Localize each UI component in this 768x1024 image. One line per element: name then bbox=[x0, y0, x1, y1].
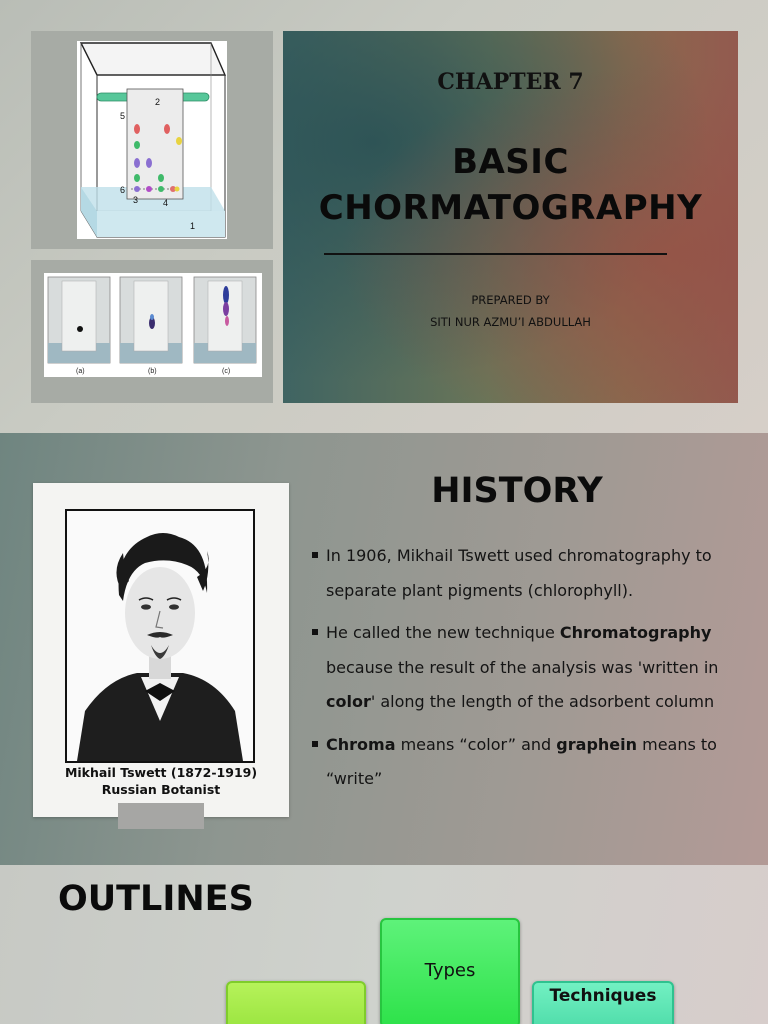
caption-tab-decor bbox=[118, 803, 204, 829]
author-name: SITI NUR AZMU’I ABDULLAH bbox=[430, 315, 591, 329]
bullet-1-text: In 1906, Mikhail Tswett used chromatography to separate plant pigments (chlorophyll). bbox=[326, 546, 712, 600]
chapter-title-panel bbox=[283, 31, 738, 403]
bullet-2-color: color bbox=[326, 692, 371, 711]
slide-history bbox=[0, 433, 768, 865]
caption-role: Russian Botanist bbox=[101, 782, 221, 797]
author-block bbox=[283, 289, 738, 333]
bullet-2-mid: because the result of the analysis was 'written in bbox=[326, 657, 719, 677]
jar-label-a: (a) bbox=[76, 368, 85, 375]
history-bullet-list bbox=[312, 539, 752, 805]
prepared-by-label: PREPARED BY bbox=[471, 293, 550, 307]
outline-box-types bbox=[380, 918, 520, 1024]
bullet-3-graphein: graphein bbox=[556, 734, 638, 754]
tank-label-6: 6 bbox=[120, 185, 126, 195]
caption-name: Mikhail Tswett (1872-1919) bbox=[64, 765, 258, 780]
tank-label-5: 5 bbox=[120, 111, 126, 121]
tank-label-2: 2 bbox=[155, 97, 161, 107]
jars-photo-panel bbox=[31, 260, 273, 403]
outline-types-label: Types bbox=[424, 959, 476, 981]
bullet-item-3 bbox=[312, 728, 752, 797]
bullet-2-term: Chromatography bbox=[559, 623, 712, 642]
bullet-3-chroma: Chroma bbox=[326, 734, 396, 754]
outline-techniques-label: Techniques bbox=[549, 986, 657, 1006]
jars-illustration bbox=[44, 273, 262, 377]
chromatography-tank-diagram bbox=[77, 41, 227, 239]
tswett-portrait bbox=[65, 509, 255, 763]
portrait-caption bbox=[33, 764, 289, 798]
title-divider bbox=[324, 253, 667, 255]
tank-label-3: 3 bbox=[133, 195, 139, 205]
bullet-item-1 bbox=[312, 539, 752, 608]
chromatography-jars-photo bbox=[44, 273, 262, 377]
portrait-card bbox=[33, 483, 289, 817]
bullet-2-pre: He called the new technique bbox=[326, 623, 560, 642]
tank-diagram-panel bbox=[31, 31, 273, 249]
bullet-3-post: means to “write” bbox=[326, 734, 717, 788]
slide-outlines bbox=[0, 865, 768, 1024]
jar-label-b: (b) bbox=[148, 368, 157, 375]
slide-chapter-title bbox=[0, 0, 768, 433]
portrait-illustration bbox=[67, 511, 253, 761]
chapter-title bbox=[283, 139, 738, 231]
tank-label-4: 4 bbox=[163, 198, 169, 208]
bullet-2-post: ' along the length of the adsorbent column bbox=[370, 692, 715, 711]
chapter-title-line1: BASIC bbox=[452, 142, 569, 182]
outlines-title: OUTLINES bbox=[58, 879, 254, 919]
outline-box-lime bbox=[226, 981, 366, 1024]
bullet-item-2 bbox=[312, 616, 752, 720]
chapter-title-line2: CHORMATOGRAPHY bbox=[318, 188, 703, 228]
jar-label-c: (c) bbox=[222, 368, 231, 375]
history-title: HISTORY bbox=[431, 471, 603, 511]
tank-label-1: 1 bbox=[190, 221, 196, 231]
outline-box-techniques bbox=[532, 981, 674, 1024]
tank-illustration bbox=[77, 41, 227, 239]
chapter-number: CHAPTER 7 bbox=[437, 69, 584, 95]
bullet-3-mid: means “color” and bbox=[395, 734, 557, 754]
